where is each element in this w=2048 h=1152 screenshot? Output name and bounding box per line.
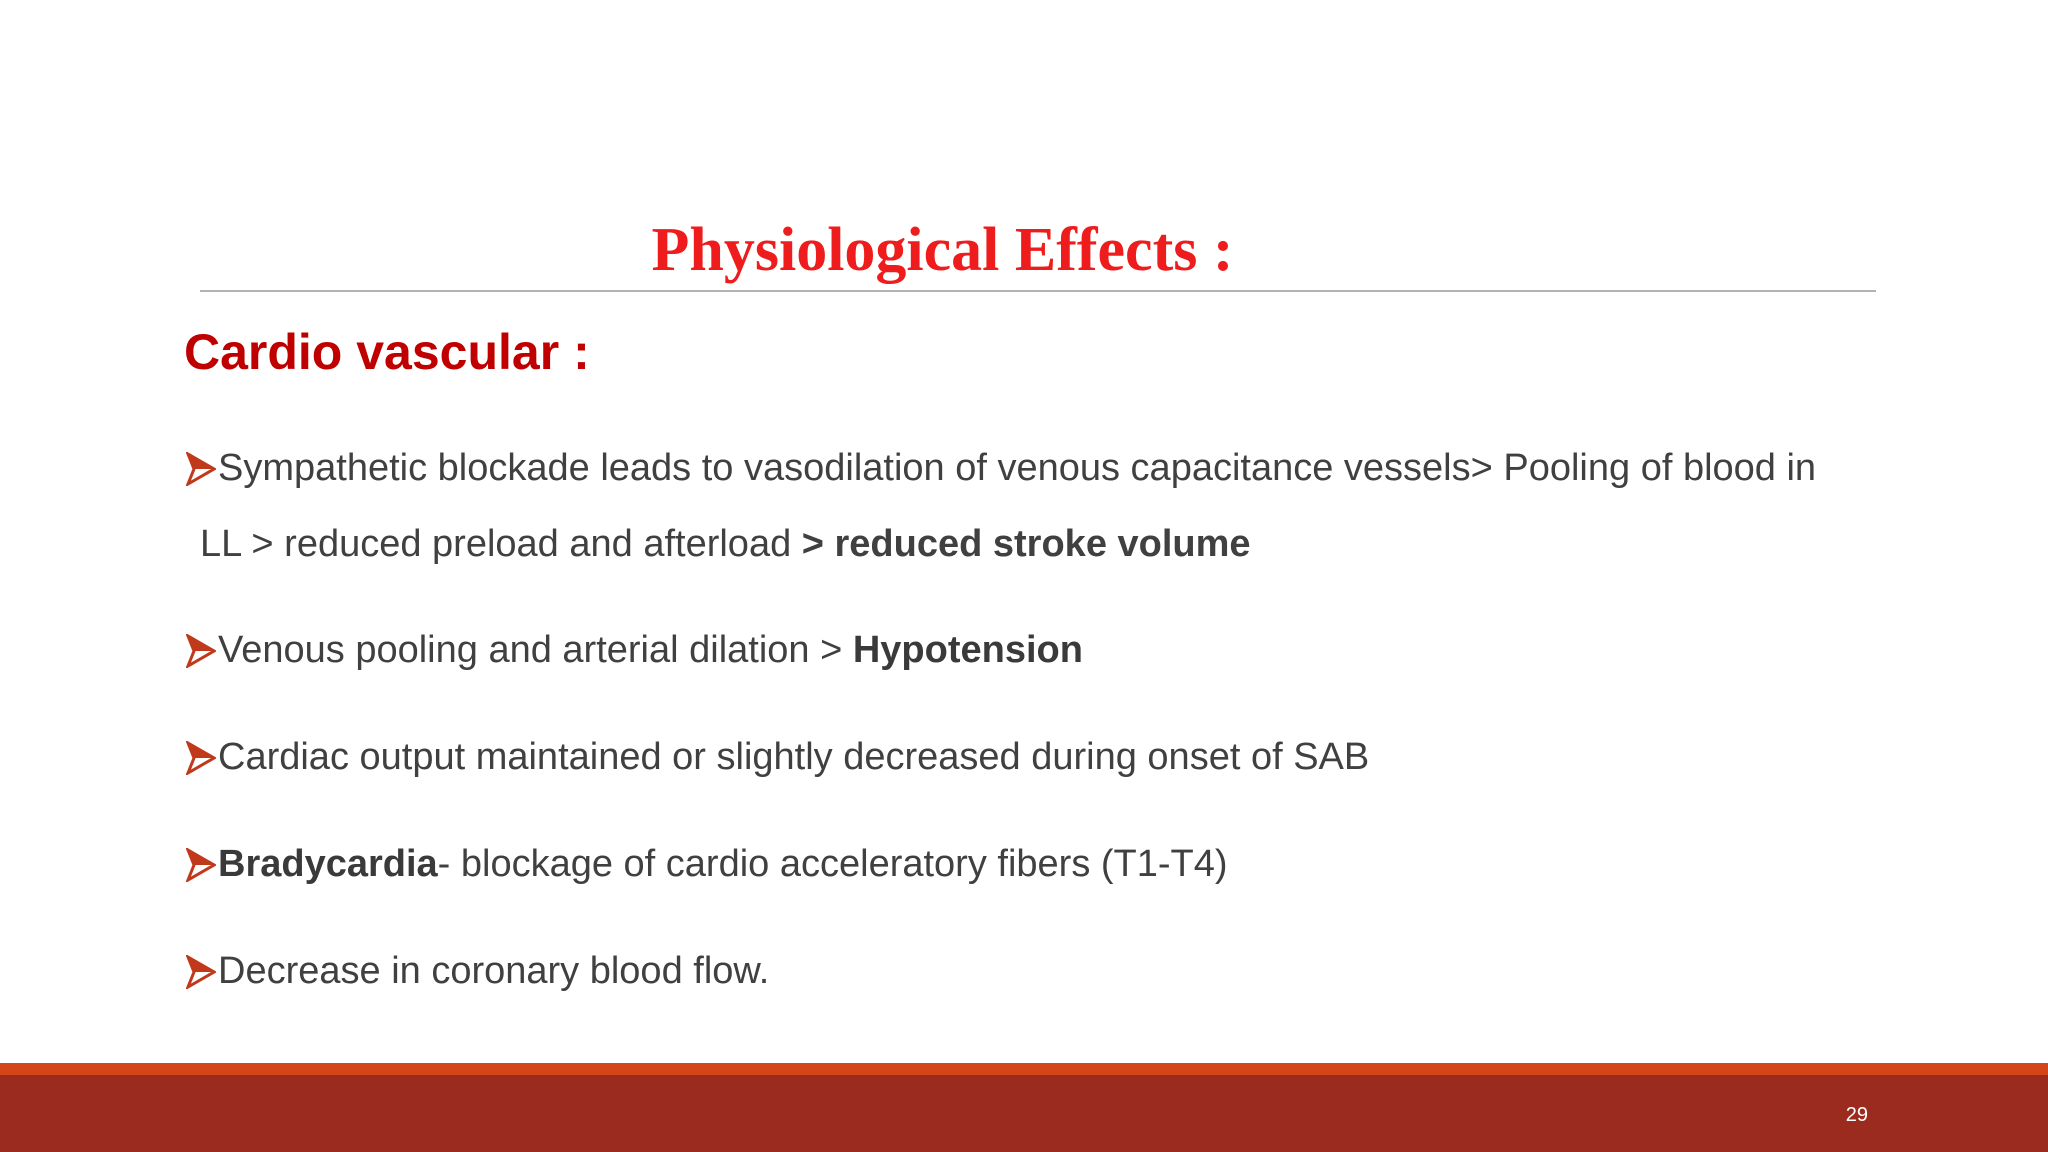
bullet-text: Cardiac output maintained or slightly decreased during onset of SAB	[218, 736, 1370, 778]
arrow-bullet-icon	[186, 725, 218, 765]
arrow-bullet-icon	[186, 618, 218, 658]
footer-accent-stripe	[0, 1063, 2048, 1075]
bullet-item	[186, 933, 1886, 1009]
section-heading: Cardio vascular :	[184, 324, 590, 380]
bullet-text: Venous pooling and arterial dilation >	[218, 629, 853, 671]
arrow-bullet-icon	[186, 939, 218, 979]
bullet-item	[186, 826, 1886, 902]
bullet-text: Decrease in coronary blood flow.	[218, 950, 770, 992]
footer-bar	[0, 1075, 2048, 1152]
bullet-item	[186, 719, 1886, 795]
page-number: 29	[1845, 1104, 1868, 1126]
bullet-emphasis: Bradycardia	[218, 843, 438, 885]
title-divider	[200, 290, 1876, 292]
bullet-text: - blockage of cardio acceleratory fibers (T1-T4)	[437, 843, 1228, 885]
slide-title: Physiological Effects :	[651, 216, 1234, 284]
bullet-item	[186, 430, 1886, 582]
bullet-text: Sympathetic blockade leads to vasodilation of venous capacitance vessels> Pooling of blood in	[218, 447, 1817, 489]
bullet-item	[186, 612, 1886, 688]
arrow-bullet-icon	[186, 436, 218, 476]
arrow-bullet-icon	[186, 832, 218, 872]
bullet-emphasis: Hypotension	[852, 629, 1083, 671]
bullet-emphasis: > reduced stroke volume	[801, 523, 1251, 565]
bullet-text-continuation: LL > reduced preload and afterload	[200, 523, 802, 565]
